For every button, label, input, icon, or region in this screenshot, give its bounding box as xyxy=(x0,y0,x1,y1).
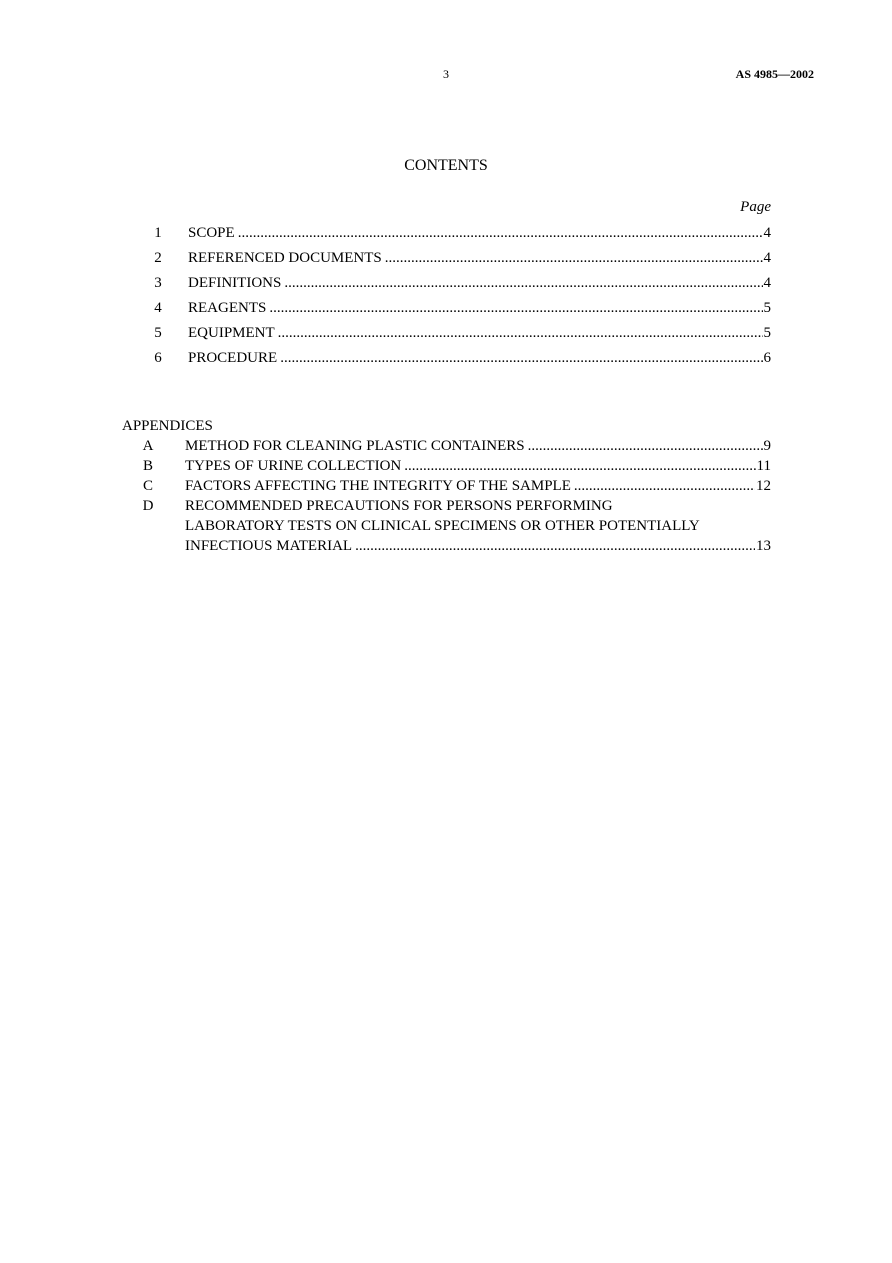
appendix-page: 9 xyxy=(763,438,771,454)
standard-id: AS 4985—2002 xyxy=(735,67,814,81)
toc-leader-dots xyxy=(385,248,763,268)
appendix-letter: C xyxy=(142,478,153,494)
appendix-entry-d[interactable] xyxy=(140,496,771,556)
toc-leader-dots xyxy=(355,536,755,556)
appendix-title-line-3: INFECTIOUS MATERIAL xyxy=(185,538,353,554)
toc-entry-number: 5 xyxy=(154,325,162,341)
toc-entry-title: REAGENTS xyxy=(188,300,267,316)
toc-entry-page: 5 xyxy=(763,300,771,316)
appendix-title: TYPES OF URINE COLLECTION xyxy=(185,458,402,474)
toc-entry-title: EQUIPMENT xyxy=(188,325,275,341)
toc-leader-dots xyxy=(284,273,762,293)
appendix-entry-b[interactable] xyxy=(140,456,771,476)
toc-entry-referenced-documents[interactable] xyxy=(150,248,771,268)
toc-leader-dots xyxy=(404,456,755,476)
toc-leader-dots xyxy=(269,298,762,318)
toc-entry-scope[interactable] xyxy=(150,223,771,243)
page-number: 3 xyxy=(443,67,449,81)
toc-entry-number: 1 xyxy=(154,225,162,241)
appendix-letter: A xyxy=(142,438,154,454)
appendix-page: 12 xyxy=(756,478,771,494)
appendix-title: FACTORS AFFECTING THE INTEGRITY OF THE SAMPLE xyxy=(185,478,571,494)
appendix-title: METHOD FOR CLEANING PLASTIC CONTAINERS xyxy=(185,438,525,454)
page-column-label: Page xyxy=(740,199,771,215)
toc-leader-dots xyxy=(528,436,763,456)
toc-entry-title: PROCEDURE xyxy=(188,350,278,366)
appendix-title-line-2: LABORATORY TESTS ON CLINICAL SPECIMENS OR OTHER POTENTIALLY xyxy=(185,518,700,534)
toc-entry-page: 4 xyxy=(763,250,771,266)
appendix-title-line-1: RECOMMENDED PRECAUTIONS FOR PERSONS PERFORMING xyxy=(185,498,613,514)
toc-leader-dots xyxy=(574,476,755,496)
toc-entry-number: 3 xyxy=(154,275,162,291)
toc-entry-equipment[interactable] xyxy=(150,323,771,343)
toc-entry-definitions[interactable] xyxy=(150,273,771,293)
toc-entry-page: 4 xyxy=(763,275,771,291)
toc-entry-page: 5 xyxy=(763,325,771,341)
toc-entry-number: 2 xyxy=(154,250,162,266)
toc-entry-number: 6 xyxy=(154,350,162,366)
appendix-entry-a[interactable] xyxy=(140,436,771,456)
appendix-page: 11 xyxy=(756,458,771,474)
appendix-page: 13 xyxy=(756,538,771,554)
toc-entry-number: 4 xyxy=(154,300,162,316)
toc-entry-reagents[interactable] xyxy=(150,298,771,318)
contents-title: CONTENTS xyxy=(404,157,488,174)
toc-leader-dots xyxy=(278,323,763,343)
toc-leader-dots xyxy=(238,223,763,243)
toc-entry-title: DEFINITIONS xyxy=(188,275,282,291)
appendices-heading: APPENDICES xyxy=(122,418,213,434)
toc-entry-page: 6 xyxy=(763,350,771,366)
toc-entry-title: REFERENCED DOCUMENTS xyxy=(188,250,382,266)
toc-entry-title: SCOPE xyxy=(188,225,235,241)
toc-entry-procedure[interactable] xyxy=(150,348,771,368)
appendix-letter: B xyxy=(142,458,153,474)
appendix-entry-c[interactable] xyxy=(140,476,771,496)
toc-leader-dots xyxy=(280,348,762,368)
appendix-letter: D xyxy=(142,498,154,514)
toc-entry-page: 4 xyxy=(763,225,771,241)
